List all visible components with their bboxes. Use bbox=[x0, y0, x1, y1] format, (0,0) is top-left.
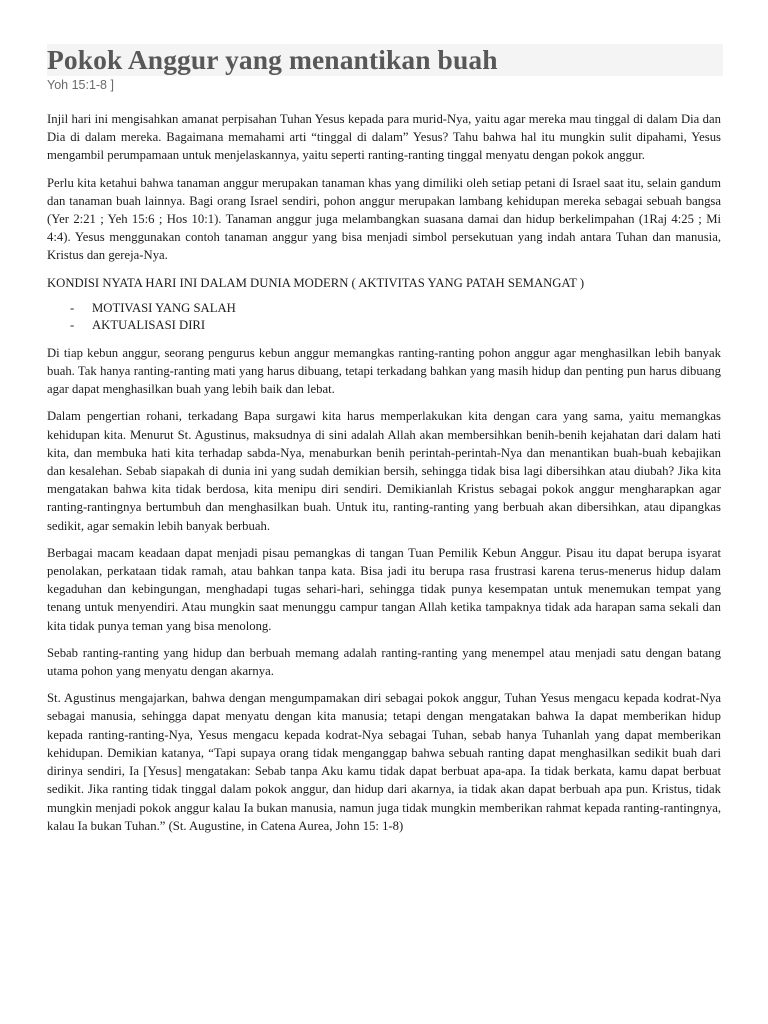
scripture-reference: Yoh 15:1-8 ] bbox=[47, 78, 114, 92]
list-dash-marker: - bbox=[70, 318, 75, 333]
paragraph-main-5: St. Agustinus mengajarkan, bahwa dengan mengumpamakan diri sebagai pokok anggur, Tuhan Yesus mengacu kepada kodrat-Nya sebagai manusia, sehingga dapat menyatu dengan kita manusia; tetapi dengan mengatakan bahwa Ia dapat memberikan hidup kepada ranting-ranting-Nya, Yesus mengacu kepada kodrat-Nya sebagai Tuhan, sebab hanya Tuhanlah yang dapat memberikan kehidupan. Demikian katanya, “Tapi supaya orang tidak menganggap bahwa sebuah ranting dapat menghasilkan sedikit buah dari dirinya sendiri, Ia [Yesus] mengatakan: Sebab tanpa Aku kamu tidak dapat berbuat apa-apa. Ia tidak berkata, kamu dapat berbuat sedikit. Jika ranting tidak tinggal dalam pokok anggur, dan hidup dari akarnya, ia tidak akan dapat berbuah apa pun. Kristus, tidak mungkin menjadi pokok anggur kalau Ia bukan manusia, namun juga tidak mungkin memberikan rahmat kepada ranting-rantingnya, kalau Ia bukan Tuhan.” (St. Augustine, in Catena Aurea, John 15: 1-8) bbox=[47, 691, 721, 833]
paragraph-main-3: Berbagai macam keadaan dapat menjadi pisau pemangkas di tangan Tuan Pemilik Kebun Anggur. Pisau itu dapat berupa isyarat penolakan, perkataan tidak ramah, atau bahkan tanpa kata. Bisa jadi itu berupa rasa frustrasi karena terus-menerus hidup dalam kegaduhan dan kebingungan, menghadapi tugas sehari-hari, sehingga tidak punya kesempatan untuk menemukan tempat yang tenang untuk menyendiri. Atau mungkin saat menunggu campur tangan Allah ketika tampaknya tidak ada harapan sama sekali dan kita tidak punya teman yang bisa menolong. bbox=[47, 545, 721, 633]
bullet-list bbox=[47, 300, 721, 335]
paragraph-main-1: Di tiap kebun anggur, seorang pengurus kebun anggur memangkas ranting-ranting pohon anggur agar menghasilkan lebih banyak buah. Tak hanya ranting-ranting mati yang harus dibuang, tetapi terkadang bahkan yang masih hidup dan penting pun harus dibuang agar dapat menghasilkan buah yang lebih baik dan lebat. bbox=[47, 345, 721, 397]
list-item-text: AKTUALISASI DIRI bbox=[92, 318, 206, 333]
list-dash-marker: - bbox=[70, 300, 75, 315]
list-item bbox=[47, 317, 721, 335]
paragraph-intro-1: Injil hari ini mengisahkan amanat perpisahan Tuhan Yesus kepada para murid-Nya, yaitu agar mereka mau tinggal di dalam Dia dan Dia di dalam mereka. Bagaimana memahami arti “tinggal di dalam” Yesus? Tahu bahwa hal itu mungkin sulit dipahami, Yesus mengambil perumpamaan untuk menjelaskannya, yaitu seperti ranting-ranting tinggal menyatu dengan pokok anggur. bbox=[47, 112, 721, 163]
list-item bbox=[47, 300, 721, 318]
page-title: Pokok Anggur yang menantikan buah bbox=[47, 44, 498, 75]
section-heading: KONDISI NYATA HARI INI DALAM DUNIA MODERN ( AKTIVITAS YANG PATAH SEMANGAT ) bbox=[47, 275, 585, 290]
paragraph-main-2: Dalam pengertian rohani, terkadang Bapa surgawi kita harus memperlakukan kita dengan cara yang sama, yaitu memangkas kehidupan kita. Menurut St. Agustinus, maksudnya di sini adalah Allah akan membersihkan benih-benih kejahatan dari dalam hati kita, dan membuka hati kita terhadap sabda-Nya, menaburkan benih perintah-perintah-Nya dan menantikan buah-buah kebajikan dan kesalehan. Sebab siapakah di dunia ini yang sudah demikian bersih, sehingga tidak bisa lagi dibersihkan atau diubah? Jika kita mengatakan bahwa kita tidak berdosa, kita menipu diri sendiri. Demikianlah Kristus sebagai pokok anggur mengharapkan agar ranting-rantingnya bertumbuh dan menghasilkan buah. Untuk itu, ranting-ranting yang berbuah akan dibersihkan, atau dipangkas sedikit, agar semakin lebih banyak berbuah. bbox=[47, 409, 721, 533]
title-band bbox=[47, 44, 723, 76]
list-item-text: MOTIVASI YANG SALAH bbox=[92, 300, 236, 315]
paragraph-intro-2: Perlu kita ketahui bahwa tanaman anggur merupakan tanaman khas yang dimiliki oleh setiap petani di Israel saat itu, selain gandum dan tanaman buah lainnya. Bagi orang Israel sendiri, pohon anggur merupakan lambang kehidupan mereka sebagai sebuah bangsa (Yer 2:21 ; Yeh 15:6 ; Hos 10:1). Tanaman anggur juga melambangkan suasana damai dan hidup berkelimpahan (1Raj 4:25 ; Mi 4:4). Yesus menggunakan contoh tanaman anggur yang bisa menjadi simbol persekutuan yang indah antara Tuhan dan manusia, Kristus dan gereja-Nya. bbox=[47, 175, 721, 263]
paragraph-main-4: Sebab ranting-ranting yang hidup dan berbuah memang adalah ranting-ranting yang menempel atau menjadi satu dengan batang utama pohon yang menyatu dengan akarnya. bbox=[47, 645, 721, 679]
document-body bbox=[47, 110, 721, 835]
